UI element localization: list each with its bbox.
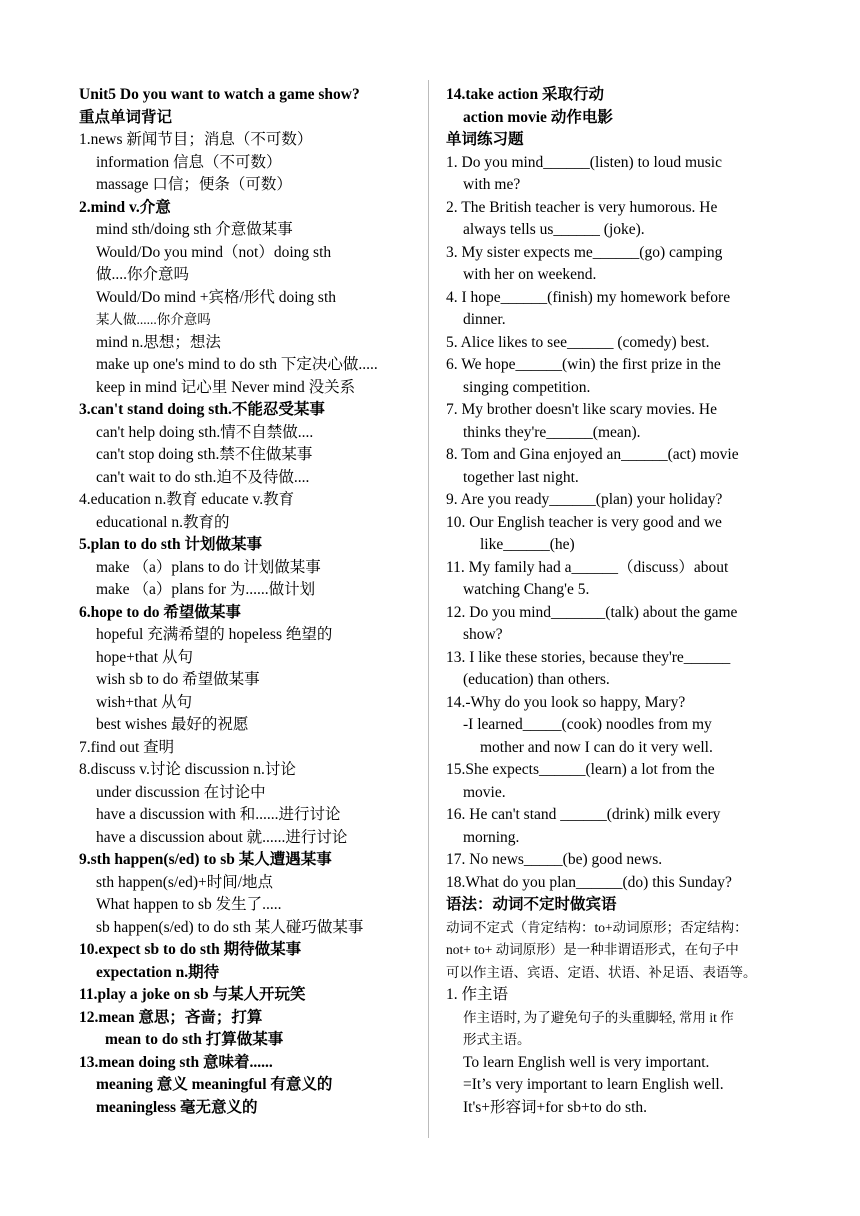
left-line: educational n.教育的 [96,513,230,531]
left-line: wish+that 从句 [96,693,193,711]
left-line: have a discussion with 和......进行讨论 [96,806,341,823]
right-line: 9. Are you ready______(plan) your holiday? [446,491,723,508]
left-line: can't wait to do sth.迫不及待做.... [96,468,310,486]
right-line: 3. My sister expects me______(go) camping [446,243,723,261]
left-line: mean to do sth 打算做某事 [105,1031,284,1048]
left-line: 重点单词背记 [79,108,173,126]
right-line: 12. Do you mind_______(talk) about the game [446,603,738,621]
right-line: 6. We hope______(win) the first prize in the [446,356,721,373]
left-line: sb happen(s/ed) to do sth 某人碰巧做某事 [96,918,364,936]
right-line: 14.take action 采取行动 [446,86,605,103]
right-line: 13. I like these stories, because they're______ [446,648,731,666]
left-line: expectation n.期待 [96,963,220,981]
left-line: 8.discuss v.讨论 discussion n.讨论 [79,761,296,778]
right-line: To learn English well is very important. [463,1053,710,1071]
left-line: massage 口信；便条（可数） [96,176,292,193]
left-line: best wishes 最好的祝愿 [96,716,249,733]
left-line: 6.hope to do 希望做某事 [79,603,241,621]
right-line: dinner. [463,311,506,328]
right-line: with her on weekend. [463,266,597,283]
left-line: hope+that 从句 [96,648,193,666]
left-line: mind n.思想；想法 [96,333,221,351]
right-line: =It’s very important to learn English well. [463,1076,724,1093]
left-line: hopeful 充满希望的 hopeless 绝望的 [96,626,333,643]
left-line: make up one's mind to do sth 下定决心做..... [96,356,378,373]
right-line: mother and now I can do it very well. [480,738,713,756]
left-line: information 信息（不可数） [96,153,282,171]
right-line: 10. Our English teacher is very good and we [446,513,722,531]
right-line: singing competition. [463,378,591,396]
right-line: watching Chang'e 5. [463,581,590,598]
left-line: meaning 意义 meaningful 有意义的 [96,1076,333,1093]
right-line: 11. My family had a______（discuss）about [446,558,729,576]
right-line: -I learned_____(cook) noodles from my [463,716,712,733]
right-line: together last night. [463,468,579,486]
left-line: Would/Do mind +宾格/形代 doing sth [96,288,337,306]
right-line: like______(he) [480,536,575,553]
right-line: show? [463,626,503,643]
left-line: mind sth/doing sth 介意做某事 [96,221,293,238]
right-line: 4. I hope______(finish) my homework before [446,288,731,306]
right-line: 17. No news_____(be) good news. [446,851,663,868]
left-line: 3.can't stand doing sth.不能忍受某事 [79,401,325,418]
right-line: 单词练习题 [446,131,524,148]
right-line: 语法：动词不定时做宾语 [446,896,617,913]
left-line: can't stop doing sth.禁不住做某事 [96,446,313,463]
left-line: What happen to sb 发生了..... [96,896,282,913]
right-line: 作主语时, 为了避免句子的头重脚轻, 常用 it 作 [463,1009,734,1025]
left-column [79,84,424,1119]
left-line: 某人做......你介意吗 [96,312,211,327]
left-line: meaningless 毫无意义的 [96,1098,258,1116]
right-line: 8. Tom and Gina enjoyed an______(act) movie [446,446,739,463]
left-line: have a discussion about 就......进行讨论 [96,828,348,846]
column-divider [428,80,429,1138]
right-line: 7. My brother doesn't like scary movies. He [446,401,717,418]
right-line: 动词不定式（肯定结构：to+动词原形；否定结构： [446,919,748,935]
left-line: make （a）plans for 为......做计划 [96,581,316,598]
right-line: morning. [463,828,520,846]
right-line: It's+形容词+for sb+to do sth. [463,1098,648,1116]
right-line: 16. He can't stand ______(drink) milk every [446,806,721,823]
left-line: 9.sth happen(s/ed) to sb 某人遭遇某事 [79,851,332,868]
right-line: with me? [463,176,521,193]
left-line: make （a）plans to do 计划做某事 [96,558,321,576]
right-line: 2. The British teacher is very humorous. He [446,198,718,216]
left-line: wish sb to do 希望做某事 [96,671,260,688]
right-line: movie. [463,783,506,801]
left-line: 10.expect sb to do sth 期待做某事 [79,941,302,958]
right-line: 可以作主语、宾语、定语、状语、补足语、表语等。 [446,964,757,980]
right-line: thinks they're______(mean). [463,423,641,441]
right-line: 形式主语。 [463,1032,531,1047]
right-line: not+ to+ 动词原形）是一种非谓语形式，在句子中 [446,942,739,957]
left-line: 11.play a joke on sb 与某人开玩笑 [79,986,306,1003]
left-line: 12.mean 意思；吝啬；打算 [79,1008,263,1026]
right-line: 18.What do you plan______(do) this Sunday? [446,873,732,891]
left-line: 2.mind v.介意 [79,198,171,216]
left-line: 7.find out 查明 [79,738,175,756]
left-line: 1.news 新闻节目；消息（不可数） [79,131,313,148]
left-line: 13.mean doing sth 意味着...... [79,1053,273,1071]
right-line: 14.-Why do you look so happy, Mary? [446,693,686,711]
right-line: 15.She expects______(learn) a lot from the [446,761,715,778]
right-column [446,84,791,1119]
left-line: Would/Do you mind（not）doing sth [96,243,332,261]
right-line: action movie 动作电影 [463,108,613,126]
left-line: sth happen(s/ed)+时间/地点 [96,873,274,891]
left-line: can't help doing sth.情不自禁做.... [96,423,314,441]
left-line: 5.plan to do sth 计划做某事 [79,536,263,553]
left-line: under discussion 在讨论中 [96,783,266,801]
left-line: keep in mind 记心里 Never mind 没关系 [96,378,356,396]
right-line: always tells us______ (joke). [463,221,645,238]
right-line: 1. Do you mind______(listen) to loud music [446,153,722,171]
right-line: 1. 作主语 [446,986,509,1003]
left-line: 4.education n.教育 educate v.教育 [79,491,295,508]
right-line: (education) than others. [463,671,610,688]
left-line: Unit5 Do you want to watch a game show? [79,86,360,103]
left-line: 做....你介意吗 [96,266,190,283]
right-line: 5. Alice likes to see______ (comedy) best. [446,333,710,351]
